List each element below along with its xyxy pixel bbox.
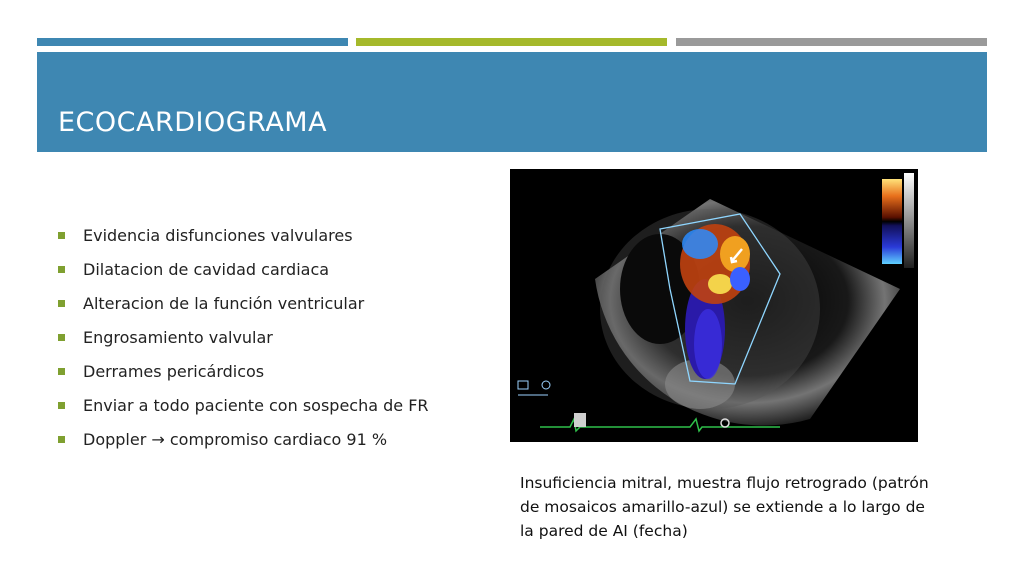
- echocardiogram-image: [510, 169, 918, 442]
- bullet-item: [58, 292, 429, 326]
- square-bullet-icon: [58, 266, 65, 273]
- bullet-text: Evidencia disfunciones valvulares: [83, 226, 353, 245]
- square-bullet-icon: [58, 436, 65, 443]
- title-band: [37, 52, 987, 152]
- square-bullet-icon: [58, 300, 65, 307]
- bullet-item: [58, 326, 429, 360]
- bullet-text: Enviar a todo paciente con sospecha de FR: [83, 396, 429, 415]
- square-bullet-icon: [58, 334, 65, 341]
- accent-bar-green: [356, 38, 667, 46]
- bullet-list: [58, 224, 429, 462]
- image-caption: Insuficiencia mitral, muestra flujo retrogrado (patrón de mosaicos amarillo-azul) se extiende a lo largo de la pared de AI (fecha): [520, 474, 929, 540]
- bullet-text: Engrosamiento valvular: [83, 328, 273, 347]
- bullet-item: [58, 360, 429, 394]
- bullet-item: [58, 428, 429, 462]
- accent-bar-gray: [676, 38, 987, 46]
- accent-bar-blue: [37, 38, 348, 46]
- square-bullet-icon: [58, 368, 65, 375]
- bullet-text: Derrames pericárdicos: [83, 362, 265, 381]
- bullet-text: Dilatacion de cavidad cardiaca: [83, 260, 330, 279]
- slide-title: ECOCARDIOGRAMA: [58, 107, 328, 138]
- square-bullet-icon: [58, 402, 65, 409]
- bullet-text: Doppler → compromiso cardiaco 91 %: [83, 430, 388, 449]
- bullet-item: [58, 258, 429, 292]
- bullet-item: [58, 394, 429, 428]
- bullet-item: [58, 224, 429, 258]
- bullet-text: Alteracion de la función ventricular: [83, 294, 365, 313]
- square-bullet-icon: [58, 232, 65, 239]
